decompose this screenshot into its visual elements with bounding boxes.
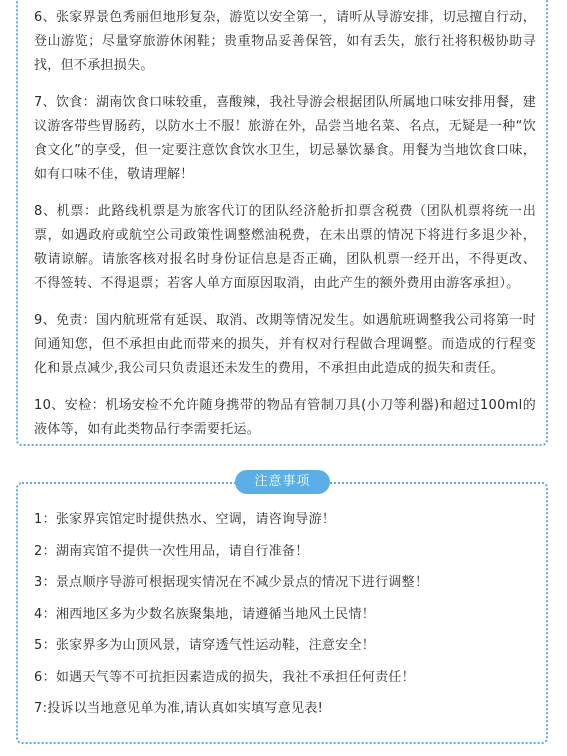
term-item-safety: 6、张家界景色秀丽但地形复杂，游览以安全第一，请听从导游安排，切忌擅自行动，登山游览；尽量穿旅游休闲鞋；贵重物品妥善保管，如有丢失，旅行社将积极协助寻找，但不承担损失。 bbox=[34, 10, 536, 73]
notice-item-toiletries: 2：湖南宾馆不提供一次性用品，请自行准备！ bbox=[34, 543, 309, 559]
notice-item-itinerary-order: 3：景点顺序导游可根据现实情况在不减少景点的情况下进行调整！ bbox=[34, 575, 429, 590]
notice-item-local-customs: 4：湘西地区多为少数名族聚集地，请遵循当地风土民情！ bbox=[34, 606, 376, 622]
notice-item-footwear: 5：张家界多为山顶风景，请穿透气性运动鞋，注意安全！ bbox=[34, 638, 376, 653]
terms-panel bbox=[16, 0, 548, 446]
notice-title-badge: 注意事项 bbox=[235, 470, 330, 494]
term-item-dining: 7、饮食：湖南饮食口味较重，喜酸辣，我社导游会根据团队所属地口味安排用餐，建议游客带些胃肠药，以防水土不服！旅游在外，品尝当地名菜、名点，无疑是一种“饮食文化”的享受，但一定要注意饮食饮水卫生，切忌暴饮暴食。用餐为当地饮食口味，如有口味不佳，敬请理解！ bbox=[34, 95, 536, 182]
notice-item-force-majeure: 6：如遇天气等不可抗拒因素造成的损失，我社不承担任何责任！ bbox=[34, 669, 415, 685]
notice-item-complaints: 7:投诉以当地意见单为准,请认真如实填写意见表! bbox=[34, 701, 324, 716]
notice-item-hot-water: 1：张家界宾馆定时提供热水、空调，请咨询导游！ bbox=[34, 512, 336, 527]
notice-panel bbox=[16, 482, 548, 744]
term-item-air-ticket: 8、机票：此路线机票是为旅客代订的团队经济舱折扣票含税费（团队机票将统一出票，如遇政府或航空公司政策性调整燃油税费，在未出票的情况下将进行多退少补，敬请谅解。请旅客核对报名时身份证信息是否正确，团队机票一经开出，不得更改、不得签转、不得退票；若客人单方面原因取消，由此产生的额外费用由游客承担）。 bbox=[34, 204, 536, 291]
term-item-disclaimer: 9、免责：国内航班常有延误、取消、改期等情况发生。如遇航班调整我公司将第一时间通知您，但不承担由此而带来的损失，并有权对行程做合理调整。而造成的行程变化和景点减少,我公司只负责退还未发生的费用，不承担由此造成的损失和责任。 bbox=[34, 313, 536, 376]
term-item-security-check: 10、安检：机场安检不允许随身携带的物品有管制刀具(小刀等利器)和超过100ml的液体等，如有此类物品行李需要托运。 bbox=[34, 398, 536, 437]
